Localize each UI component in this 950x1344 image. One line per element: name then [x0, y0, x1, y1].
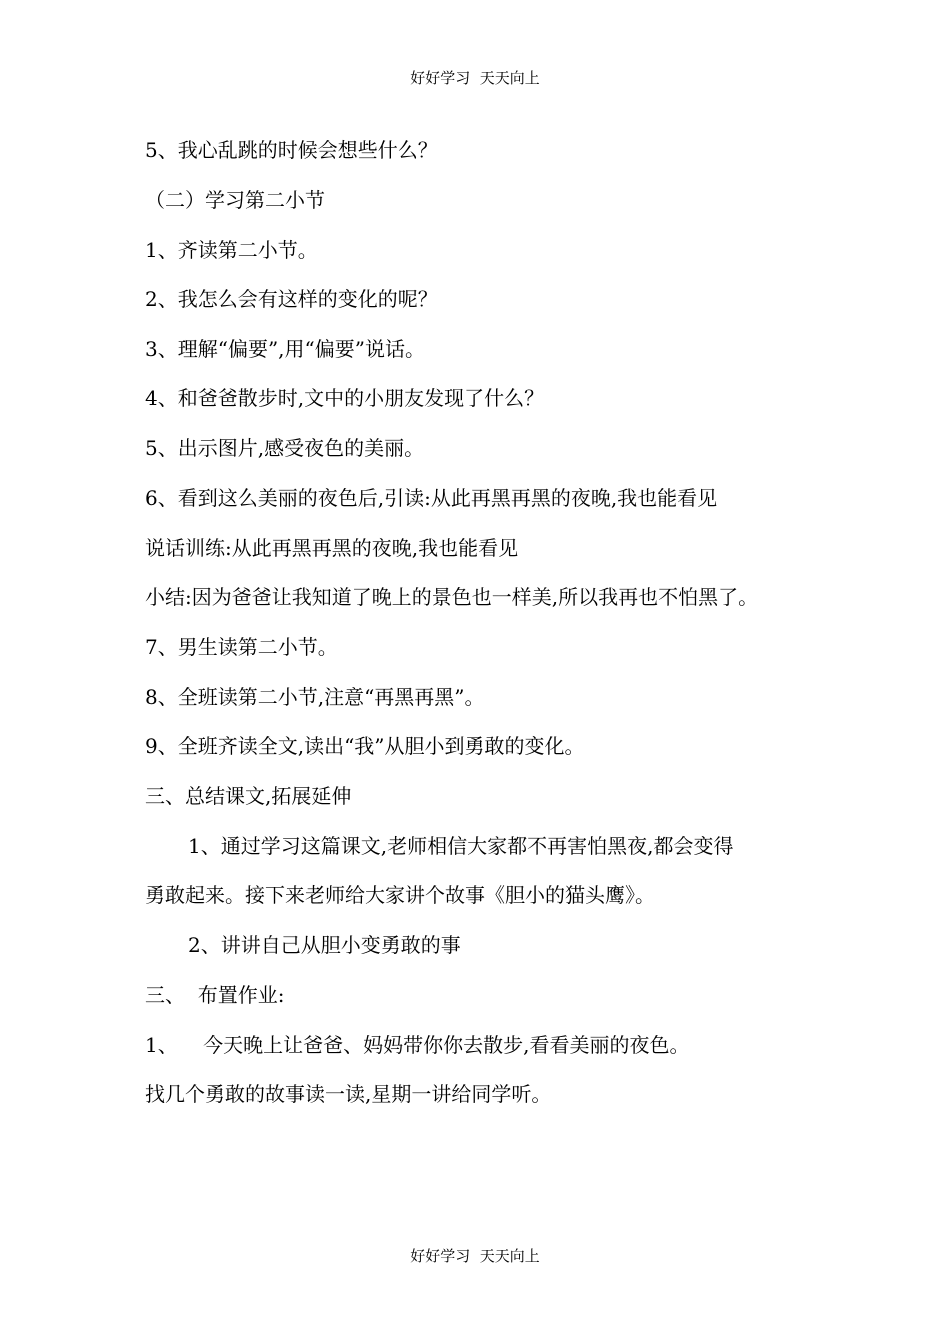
text-line-6: 4、和爸爸散步时,文中的小朋友发现了什么？: [145, 386, 545, 410]
text-line-8: 6、看到这么美丽的夜色后,引读:从此再黑再黑的夜晚,我也能看见: [145, 486, 718, 510]
text-line-14: 三、总结课文,拓展延伸: [145, 784, 352, 808]
text-line-20: 找几个勇敢的故事读一读,星期一讲给同学听。: [145, 1082, 552, 1106]
text-line-3: 1、齐读第二小节。: [145, 238, 318, 262]
text-line-1: 5、我心乱跳的时候会想些什么？: [145, 138, 438, 162]
text-line-17: 2、讲讲自己从胆小变勇敢的事: [188, 933, 461, 957]
text-line-7: 5、出示图片,感受夜色的美丽。: [145, 436, 425, 460]
page-header: 好好学习 天天向上: [410, 69, 540, 87]
text-line-5: 3、理解“偏要”,用“偏要”说话。: [145, 337, 425, 361]
text-line-19: 1、 今天晚上让爸爸、妈妈带你你去散步,看看美丽的夜色。: [145, 1033, 690, 1057]
text-line-2: （二）学习第二小节: [145, 188, 325, 212]
page-footer: 好好学习 天天向上: [410, 1247, 540, 1265]
text-line-12: 8、全班读第二小节,注意“再黑再黑”。: [145, 685, 485, 709]
text-line-13: 9、全班齐读全文,读出“我”从胆小到勇敢的变化。: [145, 734, 585, 758]
text-line-9: 说话训练:从此再黑再黑的夜晚,我也能看见: [145, 536, 519, 560]
text-line-16: 勇敢起来。接下来老师给大家讲个故事《胆小的猫头鹰》。: [145, 883, 655, 907]
text-line-11: 7、男生读第二小节。: [145, 635, 338, 659]
text-line-18: 三、 布置作业:: [145, 983, 285, 1007]
text-line-10: 小结:因为爸爸让我知道了晚上的景色也一样美,所以我再也不怕黑了。: [145, 585, 759, 609]
text-line-4: 2、我怎么会有这样的变化的呢？: [145, 287, 438, 311]
text-line-15: 1、通过学习这篇课文,老师相信大家都不再害怕黑夜,都会变得: [188, 834, 734, 858]
